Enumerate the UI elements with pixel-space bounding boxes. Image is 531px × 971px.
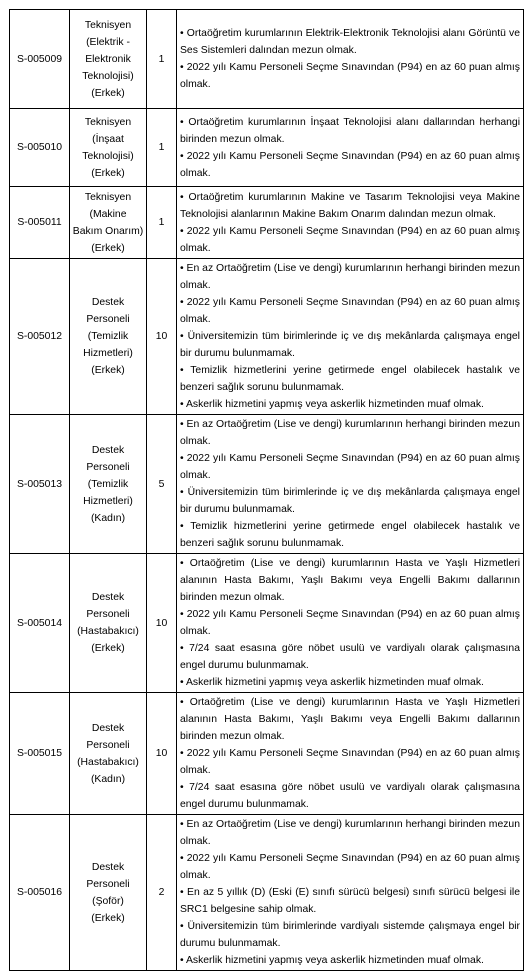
requirement-item: • 7/24 saat esasına göre nöbet usulü ve vardiyalı olarak çalışmasına engel durumu bulunmamak. <box>180 643 520 671</box>
table-row <box>10 693 524 815</box>
position-title-line: Destek <box>91 297 125 308</box>
requirement-item: • 2022 yılı Kamu Personeli Seçme Sınavından (P94) en az 60 puan almış olmak. <box>180 62 520 90</box>
position-title <box>70 415 147 554</box>
position-title-line: (Erkek) <box>91 87 125 99</box>
table-row <box>10 10 524 109</box>
requirement-item: • Ortaöğretim kurumlarının Makine ve Tasarım Teknolojisi veya Makine Teknolojisi alanlarının Makine Bakım Onarım dalından mezun olmak. <box>180 191 520 220</box>
position-title-line: Destek <box>91 592 125 603</box>
position-count: 10 <box>147 693 177 815</box>
position-title-line: (Erkek) <box>91 912 125 924</box>
requirement-item: • Temizlik hizmetlerini yerine getirmede engel olabilecek hastalık ve benzeri sağlık sorunu bulunmamak. <box>180 365 520 393</box>
requirement-item: • Ortaöğretim kurumlarının Elektrik-Elektronik Teknolojisi alanı Görüntü ve Ses Sistemleri dalından mezun olmak. <box>180 28 520 56</box>
position-title-line: Teknolojisi) <box>82 150 134 162</box>
position-title-line: (Şoför) <box>92 895 124 907</box>
position-title <box>70 554 147 693</box>
requirements-cell <box>177 187 524 259</box>
requirement-item: • Ortaöğretim (Lise ve dengi) kurumlarının Hasta ve Yaşlı Hizmetleri alanının Hasta Bakımı, Yaşlı Bakımı veya Engelli Bakımı dallarının birinden mezun olmak. <box>180 558 520 603</box>
position-title-line: (Kadın) <box>90 512 126 524</box>
requirements-cell <box>177 10 524 109</box>
requirement-item: • Askerlik hizmetini yapmış veya askerlik hizmetinden muaf olmak. <box>180 399 484 410</box>
position-title-line: Teknolojisi) <box>82 70 134 82</box>
position-title <box>70 109 147 187</box>
position-code: S-005011 <box>10 187 70 259</box>
position-count: 10 <box>147 554 177 693</box>
position-count: 1 <box>147 10 177 109</box>
position-title-line: Hizmetleri) <box>83 348 133 359</box>
requirement-item: • Askerlik hizmetini yapmış veya askerlik hizmetinden muaf olmak. <box>180 677 484 688</box>
requirement-item: • Askerlik hizmetini yapmış veya askerlik hizmetinden muaf olmak. <box>180 955 484 966</box>
table-row <box>10 109 524 187</box>
requirement-item: • 2022 yılı Kamu Personeli Seçme Sınavından (P94) en az 60 puan almış olmak. <box>180 748 520 776</box>
requirements-cell <box>177 693 524 815</box>
position-title-line: Bakım Onarım) <box>72 225 144 237</box>
requirement-item: • En az Ortaöğretim (Lise ve dengi) kurumlarının herhangi birinden mezun olmak. <box>180 419 520 447</box>
position-title-line: Personeli <box>86 314 130 325</box>
position-title-line: Elektronik <box>85 53 131 65</box>
position-title-line: Personeli <box>86 461 130 473</box>
position-title-line: Teknisyen <box>84 19 132 31</box>
requirements-cell <box>177 415 524 554</box>
requirement-item: • 2022 yılı Kamu Personeli Seçme Sınavından (P94) en az 60 puan almış olmak. <box>180 150 520 179</box>
position-code: S-005014 <box>10 554 70 693</box>
position-title <box>70 815 147 971</box>
position-title-line: Personeli <box>86 609 130 620</box>
position-title-line: (Erkek) <box>91 242 125 254</box>
requirement-item: • 2022 yılı Kamu Personeli Seçme Sınavından (P94) en az 60 puan almış olmak. <box>180 225 520 254</box>
requirement-item: • En az Ortaöğretim (Lise ve dengi) kurumlarının herhangi birinden mezun olmak. <box>180 819 520 847</box>
requirement-item: • Ortaöğretim (Lise ve dengi) kurumlarının Hasta ve Yaşlı Hizmetleri alanının Hasta Bakımı, Yaşlı Bakımı veya Engelli Bakımı dallarının birinden mezun olmak. <box>180 697 520 742</box>
position-count: 2 <box>147 815 177 971</box>
position-title-line: Personeli <box>86 878 130 890</box>
requirement-item: • En az 5 yıllık (D) (Eski (E) sınıfı sürücü belgesi) sınıfı sürücü belgesi ile SRC1 belgesine sahip olmak. <box>180 887 520 915</box>
requirements-cell <box>177 109 524 187</box>
position-title-line: Teknisyen <box>84 116 132 128</box>
requirement-item: • 2022 yılı Kamu Personeli Seçme Sınavından (P94) en az 60 puan almış olmak. <box>180 609 520 637</box>
position-title <box>70 693 147 815</box>
requirement-item: • 2022 yılı Kamu Personeli Seçme Sınavından (P94) en az 60 puan almış olmak. <box>180 297 520 325</box>
position-title-line: Hizmetleri) <box>83 495 133 507</box>
requirements-table <box>9 9 524 971</box>
position-title-line: (Temizlik <box>87 478 129 490</box>
requirements-cell <box>177 554 524 693</box>
position-title-line: (Erkek) <box>91 167 125 179</box>
requirement-item: • Ortaöğretim kurumlarının İnşaat Teknolojisi alanı dallarından herhangi birinden mezun olmak. <box>180 116 520 145</box>
position-code: S-005013 <box>10 415 70 554</box>
position-title <box>70 187 147 259</box>
position-title <box>70 259 147 415</box>
position-count: 10 <box>147 259 177 415</box>
position-title-line: (Makine <box>89 208 127 220</box>
position-count: 5 <box>147 415 177 554</box>
position-title-line: (Hastabakıcı) <box>77 626 139 637</box>
requirement-item: • En az Ortaöğretim (Lise ve dengi) kurumlarının herhangi birinden mezun olmak. <box>180 263 520 291</box>
position-code: S-005016 <box>10 815 70 971</box>
table-row <box>10 259 524 415</box>
requirement-item: • 2022 yılı Kamu Personeli Seçme Sınavından (P94) en az 60 puan almış olmak. <box>180 853 520 881</box>
position-title-line: (Erkek) <box>91 643 125 654</box>
requirement-item: • Üniversitemizin tüm birimlerinde iç ve dış mekânlarda çalışmaya engel bir durumu bulunmamak. <box>180 487 520 515</box>
requirements-table-body <box>10 10 524 971</box>
position-count: 1 <box>147 109 177 187</box>
position-code: S-005009 <box>10 10 70 109</box>
requirement-item: • Üniversitemizin tüm birimlerinde vardiyalı sistemde çalışmaya engel bir durumu bulunmamak. <box>180 921 520 949</box>
position-title-line: Destek <box>91 444 125 456</box>
position-count: 1 <box>147 187 177 259</box>
requirement-item: • Üniversitemizin tüm birimlerinde iç ve dış mekânlarda çalışmaya engel bir durumu bulunmamak. <box>180 331 520 359</box>
position-title-line: (Elektrik - <box>86 36 130 48</box>
position-title-line: (İnşaat <box>92 133 124 145</box>
position-code: S-005015 <box>10 693 70 815</box>
position-title-line: Destek <box>91 861 125 873</box>
position-title-line: Teknisyen <box>84 191 132 203</box>
table-row <box>10 554 524 693</box>
position-title-line: (Kadın) <box>90 773 126 785</box>
position-title-line: (Temizlik <box>87 331 129 342</box>
table-row <box>10 187 524 259</box>
requirement-item: • Temizlik hizmetlerini yerine getirmede engel olabilecek hastalık ve benzeri sağlık sorunu bulunmamak. <box>180 521 520 549</box>
position-title <box>70 10 147 109</box>
table-row <box>10 415 524 554</box>
position-title-line: Destek <box>91 722 125 734</box>
position-code: S-005012 <box>10 259 70 415</box>
table-row <box>10 815 524 971</box>
position-title-line: (Erkek) <box>91 365 125 376</box>
requirements-cell <box>177 259 524 415</box>
position-title-line: (Hastabakıcı) <box>77 756 139 768</box>
requirement-item: • 7/24 saat esasına göre nöbet usulü ve vardiyalı olarak çalışmasına engel durumu bulunmamak. <box>180 782 520 810</box>
requirement-item: • 2022 yılı Kamu Personeli Seçme Sınavından (P94) en az 60 puan almış olmak. <box>180 453 520 481</box>
requirements-cell <box>177 815 524 971</box>
position-code: S-005010 <box>10 109 70 187</box>
position-title-line: Personeli <box>86 739 130 751</box>
